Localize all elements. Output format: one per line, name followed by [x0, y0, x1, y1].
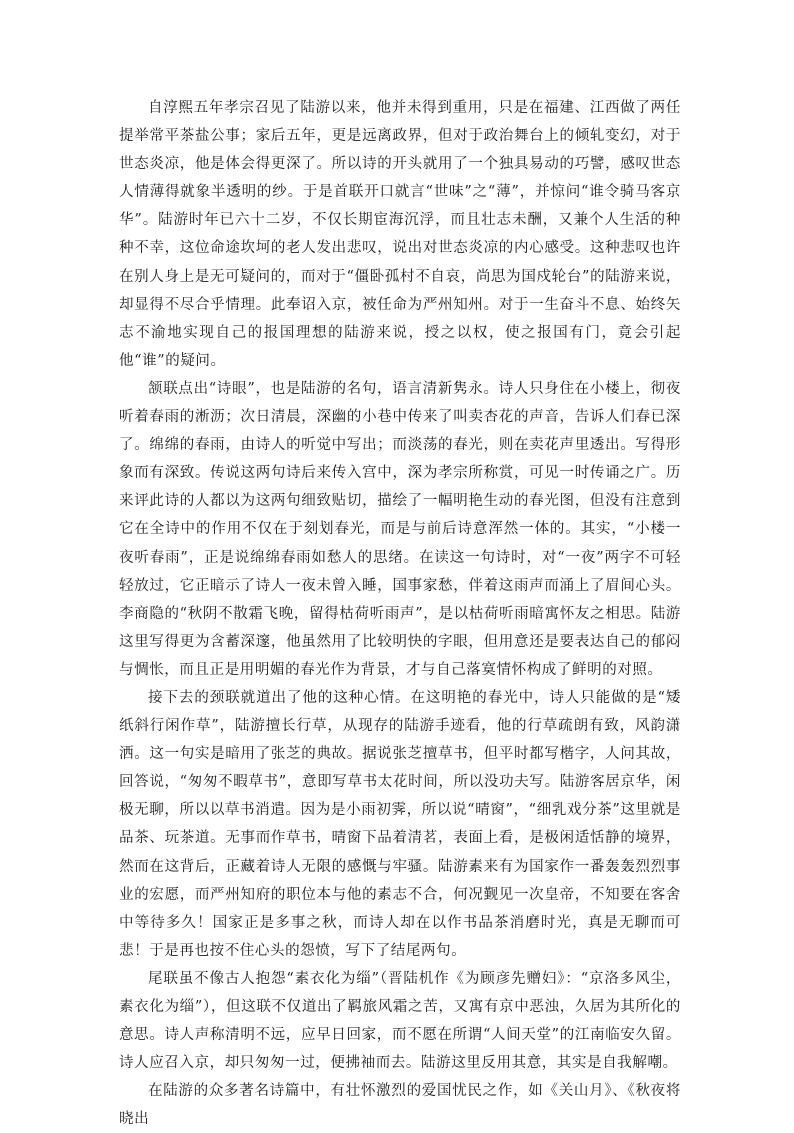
paragraph-5: 在陆游的众多著名诗篇中，有壮怀激烈的爱国忧民之作，如《关山月》、《秋夜将晓出 — [119, 1083, 681, 1128]
paragraph-1: 自淳熙五年孝宗召见了陆游以来，他并未得到重用，只是在福建、江西做了两任提举常平茶盐公事；家后五年，更是远离政界，但对于政治舞台上的倾轧变幻，对于世态炎凉，他是体会得更深了。所以诗的开头就用了一个独具易动的巧譬，感叹世态人情薄得就象半透明的纱。于是首联开口就言“世味”之“薄”，并惊问“谁令骑马客京华”。陆游时年已六十二岁，不仅长期宦海沉浮，而且壮志未酬，又兼个人生活的种种不幸，这位命途坎坷的老人发出悲叹，说出对世态炎凉的内心感受。这种悲叹也许在别人身上是无可疑问的，而对于“僵卧孤村不自哀，尚思为国戍轮台”的陆游来说，却显得不尽合乎情理。此奉诏入京，被任命为严州知州。对于一生奋斗不息、始终矢志不渝地实现自己的报国理想的陆游来说，授之以权，使之报国有门，竟会引起他“谁”的疑问。 — [119, 100, 681, 369]
paragraph-4: 尾联虽不像古人抱怨“素衣化为缁”（晋陆机作《为顾彦先赠妇》：“京洛多风尘，素衣化为缁”），但这联不仅道出了羁旅风霜之苦，又寓有京中恶浊，久居为其所化的意思。诗人声称清明不远，应早日回家，而不愿在所谓“人间天堂”的江南临安久留。诗人应召入京，却只匆匆一过，便拂袖而去。陆游这里反用其意，其实是自我解嘲。 — [119, 970, 681, 1072]
paragraph-3: 接下去的颈联就道出了他的这种心情。在这明艳的春光中，诗人只能做的是“矮纸斜行闲作草”，陆游擅长行草，从现存的陆游手迹看，他的行草疏朗有致，风韵潇洒。这一句实是暗用了张芝的典故。据说张芝擅草书，但平时都写楷字，人问其故，回答说，“匆匆不暇草书”，意即写草书太花时间，所以没功夫写。陆游客居京华，闲极无聊，所以以草书消遣。因为是小雨初霁，所以说“晴窗”，“细乳戏分茶”这里就是品茶、玩茶道。无事而作草书，晴窗下品着清茗，表面上看，是极闲适恬静的境界，然而在这背后，正藏着诗人无限的感慨与牢骚。陆游素来有为国家作一番轰轰烈烈事业的宏愿，而严州知府的职位本与他的素志不合，何况觐见一次皇帝，不知要在客舍中等待多久！国家正是多事之秋，而诗人却在以作书品茶消磨时光，真是无聊而可悲！于是再也按不住心头的怨愤，写下了结尾两句。 — [119, 689, 681, 959]
essay-body — [119, 94, 681, 1133]
paragraph-2: 颔联点出“诗眼”，也是陆游的名句，语言清新隽永。诗人只身住在小楼上，彻夜听着春雨的淅沥；次日清晨，深幽的小巷中传来了叫卖杏花的声音，告诉人们春已深了。绵绵的春雨，由诗人的听觉中写出；而淡荡的春光，则在卖花声里透出。写得形象而有深致。传说这两句诗后来传入宫中，深为孝宗所称赏，可见一时传诵之广。历来评此诗的人都以为这两句细致贴切，描绘了一幅明艳生动的春光图，但没有注意到它在全诗中的作用不仅在于刻划春光，而是与前后诗意浑然一体的。其实，“小楼一夜听春雨”，正是说绵绵春雨如愁人的思绪。在读这一句诗时，对“一夜”两字不可轻轻放过，它正暗示了诗人一夜未曾入睡，国事家愁，伴着这雨声而涌上了眉间心头。李商隐的“秋阴不散霜飞晚，留得枯荷听雨声”，是以枯荷听雨暗寓怀友之相思。陆游这里写得更为含蓄深邃，他虽然用了比较明快的字眼，但用意还是要表达自己的郁闷与惆怅，而且正是用明媚的春光作为背景，才与自己落寞情怀构成了鲜明的对照。 — [119, 380, 681, 678]
